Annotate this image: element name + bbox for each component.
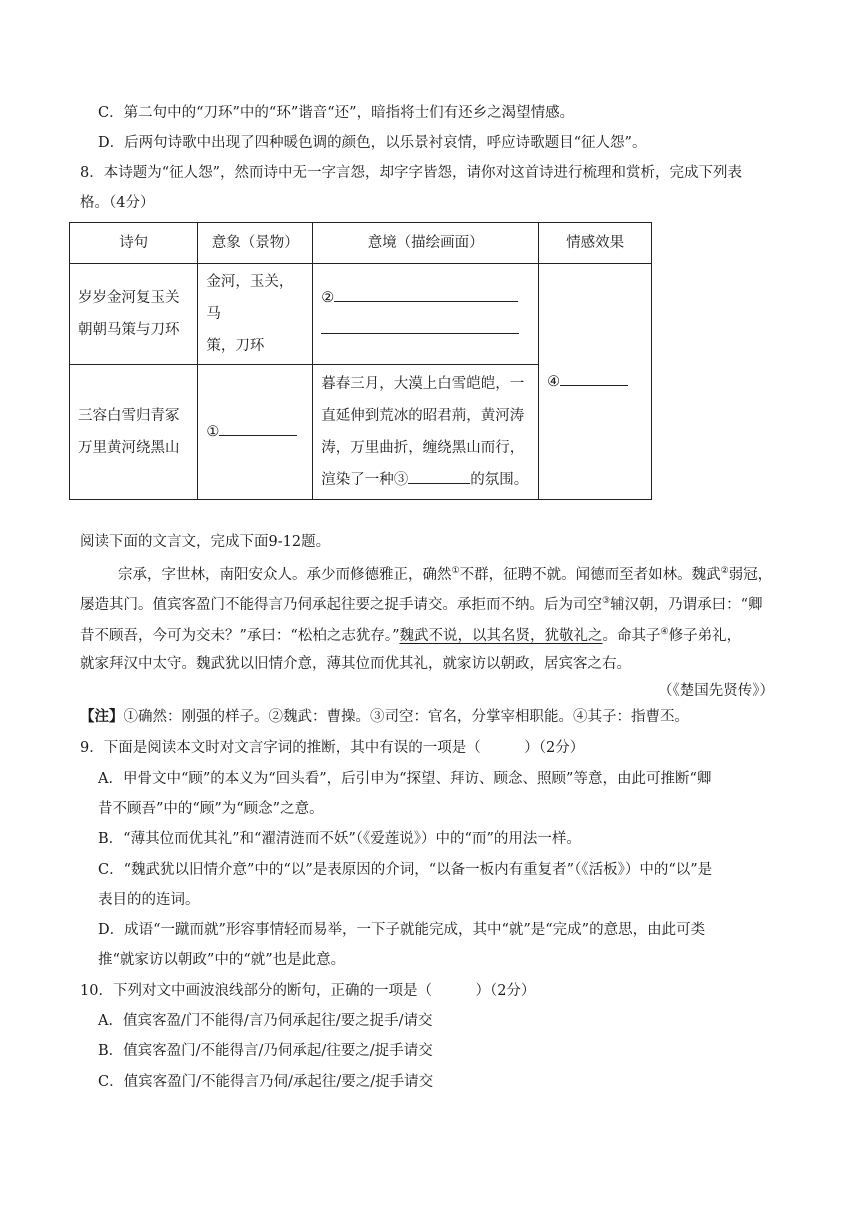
table-row — [70, 264, 652, 365]
poem-line: 三容白雪归青冢 — [78, 408, 180, 424]
footnote-ref: ① — [451, 566, 460, 576]
passage-text: 屡造其门。值宾客盈门不能得言乃伺承起往要之捉手请交。承拒而不纳。后为司空 — [80, 596, 602, 613]
blank-marker: ① — [206, 424, 220, 440]
table-header-cell: 情感效果 — [539, 223, 652, 264]
passage-text: 修子弟礼， — [668, 627, 742, 644]
mood-answer-cell[interactable] — [313, 264, 539, 365]
effect-answer-cell[interactable] — [539, 264, 652, 500]
imagery-cell — [198, 264, 313, 365]
q9-option-a: A．甲骨文中“顾”的本义为“回头看”，后引申为“探望、拜访、顾念、照顾”等意，由此可推断“卿 — [98, 771, 712, 787]
table-header-cell: 意象（景物） — [198, 223, 313, 264]
q8-stem-line2: 格。（4分） — [80, 195, 155, 211]
passage-line — [118, 567, 772, 582]
q9-option-d-cont: 推“就家访以朝政”中的“就”也是此意。 — [98, 952, 346, 968]
poem-lines-cell — [70, 264, 198, 365]
q9-option-d: D．成语“一蹴而就”形容事情轻而易举，一下子就能完成，其中“就”是“完成”的意思，由此可类 — [98, 922, 706, 938]
note-label: 【注】 — [80, 708, 124, 725]
passage-line — [80, 597, 763, 612]
passage-text: 昔不顾吾，今可为交未？”承曰：“松柏之志犹存。” — [80, 627, 400, 644]
note-text: ①确然：刚强的样子。②魏武：曹操。③司空：官名，分掌宰相职能。④其子：指曹丕。 — [123, 709, 689, 725]
passage-text: 辅汉朝，乃谓承曰：“卿 — [610, 596, 763, 613]
passage-text: 。命其子 — [602, 627, 661, 644]
mood-text: 渲染了一种③ — [321, 472, 409, 488]
blank-marker: ④ — [547, 373, 561, 390]
footnote-ref: ② — [720, 566, 729, 576]
answer-blank[interactable] — [560, 371, 628, 386]
mood-text: 暮春三月，大漠上白雪皑皑，一 — [321, 376, 525, 392]
underlined-sentence: 魏武不说，以其名贤，犹敬礼之 — [399, 627, 603, 644]
mood-text: 的氛围。 — [470, 472, 529, 488]
passage-text: 不群，征聘不就。闻德而至者如林。魏武 — [459, 566, 721, 583]
q9-option-b: B．“薄其位而优其礼”和“濯清涟而不妖”（《爱莲说》）中的“而”的用法一样。 — [98, 831, 581, 847]
annotation-note — [80, 710, 689, 725]
footnote-ref: ③ — [602, 596, 611, 606]
imagery-answer-cell[interactable] — [198, 365, 313, 500]
blank-marker: ② — [321, 290, 335, 306]
answer-blank[interactable] — [334, 287, 518, 302]
q10-option-b: B．值宾客盈门/不能得言/乃伺承起/往要之/捉手请交 — [98, 1043, 433, 1059]
passage-line — [80, 628, 741, 643]
passage-text: 弱冠， — [728, 566, 773, 583]
q7-option-d: D．后两句诗歌中出现了四种暖色调的颜色，以乐景衬哀情，呼应诗歌题目“征人怨”。 — [98, 135, 647, 151]
imagery-text: 金河，玉关，马 — [206, 274, 294, 322]
q9-option-c: C．“魏武犹以旧情介意”中的“以”是表原因的介词，“以备一板内有重复者”（《活板》）中的“以”是 — [98, 862, 713, 878]
table-header-row — [70, 223, 652, 264]
table-header-cell: 诗句 — [70, 223, 198, 264]
answer-blank[interactable] — [321, 319, 519, 334]
passage-line: 就家拜汉中太守。魏武犹以旧情介意，薄其位而优其礼，就家访以朝政，居宾客之右。 — [80, 656, 631, 672]
passage-text: 宗承，字世林，南阳安众人。承少而修德雅正，确然 — [118, 566, 452, 583]
reading-intro: 阅读下面的文言文，完成下面9-12题。 — [80, 534, 331, 550]
poem-line: 万里黄河绕黑山 — [78, 440, 180, 456]
q9-option-c-cont: 表目的的连词。 — [98, 892, 200, 908]
q10-stem: 10．下列对文中画波浪线部分的断句，正确的一项是（ ）（2分） — [80, 983, 536, 999]
imagery-text: 策，刀环 — [206, 338, 265, 354]
mood-text: 直延伸到荒冰的昭君荊，黄河涛 — [321, 408, 525, 424]
mood-description-cell — [313, 365, 539, 500]
table-header-cell: 意境（描绘画面） — [313, 223, 539, 264]
q10-option-c: C．值宾客盈门/不能得言乃伺/承起往/要之/捉手请交 — [98, 1074, 434, 1090]
passage-source: （《楚国先贤传》） — [658, 683, 774, 699]
q7-option-c: C．第二句中的“刀环”中的“环”谐音“还”，暗指将士们有还乡之渴望情感。 — [98, 105, 575, 121]
answer-blank[interactable] — [408, 469, 470, 484]
poem-lines-cell — [70, 365, 198, 500]
answer-blank[interactable] — [219, 421, 297, 436]
q8-stem-line1: 8．本诗题为“征人怨”，然而诗中无一字言怨，却字字皆怨，请你对这首诗进行梳理和赏析，完成下列表 — [80, 165, 743, 181]
poem-analysis-table — [69, 222, 652, 500]
footnote-ref: ④ — [660, 627, 669, 637]
q9-option-a-cont: 昔不顾吾”中的“顾”为“顾念”之意。 — [98, 801, 324, 817]
poem-line: 岁岁金河复玉关 — [78, 290, 180, 306]
mood-text: 涛，万里曲折，缠绕黑山而行， — [321, 440, 525, 456]
q10-option-a: A．值宾客盈/门不能得/言乃伺承起往/要之捉手/请交 — [98, 1013, 433, 1029]
q9-stem: 9．下面是阅读本文时对文言字词的推断，其中有误的一项是（ ）（2分） — [80, 740, 585, 756]
poem-line: 朝朝马策与刀环 — [78, 322, 180, 338]
